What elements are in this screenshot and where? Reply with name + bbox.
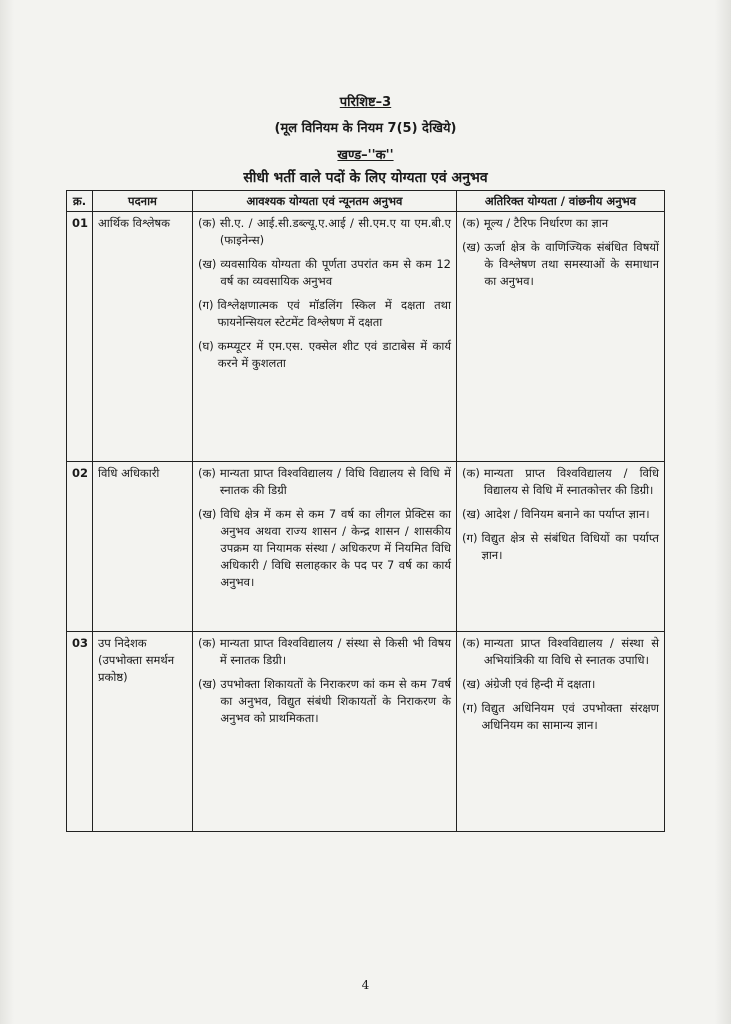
- appendix-title: परिशिष्ट–3: [339, 95, 392, 110]
- table-row: [67, 462, 665, 632]
- desirable-cell: [457, 462, 665, 632]
- post-name: विधि अधिकारी: [93, 462, 193, 632]
- qualification-item: (ख) ऊर्जा क्षेत्र के वाणिज्यिक संबंधित विषयों के विश्लेषण तथा समस्याओं के समाधान का अनुभव।: [462, 240, 659, 288]
- qualification-item: (क) मान्यता प्राप्त विश्वविद्यालय / विधि विद्यालय से विधि में स्नातकोत्तर की डिग्री।: [462, 466, 659, 497]
- qualification-table: [66, 190, 665, 832]
- page-number: 4: [361, 978, 370, 992]
- qualification-item: (क) मान्यता प्राप्त विश्वविद्यालय / विधि विद्यालय से विधि में स्नातक की डिग्री: [198, 466, 451, 497]
- post-name: आर्थिक विश्लेषक: [93, 212, 193, 462]
- header-desirable: अतिरिक्त योग्यता / वांछनीय अनुभव: [457, 191, 665, 212]
- essential-cell: [193, 212, 457, 462]
- header-serial: क्र.: [67, 191, 93, 212]
- serial-number: 03: [67, 632, 93, 832]
- essential-cell: [193, 632, 457, 832]
- serial-number: 01: [67, 212, 93, 462]
- qualification-item: (ख) आदेश / विनियम बनाने का पर्याप्त ज्ञान।: [462, 507, 650, 521]
- qualification-item: (ख) अंग्रेजी एवं हिन्दी में दक्षता।: [462, 677, 596, 691]
- qualification-item: (क) मूल्य / टैरिफ निर्धारण का ज्ञान: [462, 216, 609, 230]
- qualification-item: (ख) उपभोक्ता शिकायतों के निराकरण कां कम से कम 7वर्ष का अनुभव, विद्युत संबंधी शिकायतों के निराकरण के अनुभव को प्राथमिकता।: [198, 677, 451, 725]
- qualification-item: (ग) विद्युत अधिनियम एवं उपभोक्ता संरक्षण अधिनियम का सामान्य ज्ञान।: [462, 701, 659, 732]
- qualification-item: (क) सी.ए. / आई.सी.डब्ल्यू.ए.आई / सी.एम.ए या एम.बी.ए (फाइनेन्स): [198, 216, 451, 247]
- qualification-item: (ग) विश्लेक्षणात्मक एवं मॉडलिंग स्किल में दक्षता तथा फायनेन्सियल स्टेटमेंट विश्लेषण में दक्षता: [198, 298, 451, 329]
- qualification-item: (ख) विधि क्षेत्र में कम से कम 7 वर्ष का लीगल प्रेक्टिस का अनुभव अथवा राज्य शासन / केन्द्र शासन / शासकीय उपक्रम या नियामक संस्था / अधिकरण में नियमित विधि अधिकारी / विधि सलाहकार के पद पर 7 वर्ष का कार्य अनुभव।: [198, 507, 451, 589]
- serial-number: 02: [67, 462, 93, 632]
- post-name: उप निदेशक (उपभोक्ता समर्थन प्रकोष्ठ): [93, 632, 193, 832]
- table-row: [67, 212, 665, 462]
- rule-reference: (मूल विनियम के नियम 7(5) देखिये): [274, 121, 457, 136]
- section-title: खण्ड–''क'': [337, 148, 394, 163]
- table-row: [67, 632, 665, 832]
- desirable-cell: [457, 212, 665, 462]
- header-post: पदनाम: [93, 191, 193, 212]
- qualification-item: (ग) विद्युत क्षेत्र से संबंधित विधियों का पर्याप्त ज्ञान।: [462, 531, 659, 562]
- table-header-row: [67, 191, 665, 212]
- essential-cell: [193, 462, 457, 632]
- qualification-item: (ख) व्यवसायिक योग्यता की पूर्णता उपरांत कम से कम 12 वर्ष का व्यवसायिक अनुभव: [198, 257, 451, 288]
- qualification-item: (क) मान्यता प्राप्त विश्वविद्यालय / संस्था से किसी भी विषय में स्नातक डिग्री।: [198, 636, 451, 667]
- qualification-item: (क) मान्यता प्राप्त विश्वविद्यालय / संस्था से अभियांत्रिकी या विधि से स्नातक उपाधि।: [462, 636, 659, 667]
- desirable-cell: [457, 632, 665, 832]
- qualification-item: (घ) कम्प्यूटर में एम.एस. एक्सेल शीट एवं डाटाबेस में कार्य करने में कुशलता: [198, 339, 451, 370]
- table-heading: सीधी भर्ती वाले पदों के लिए योग्यता एवं अनुभव: [243, 170, 488, 186]
- header-essential: आवश्यक योग्यता एवं न्यूनतम अनुभव: [193, 191, 457, 212]
